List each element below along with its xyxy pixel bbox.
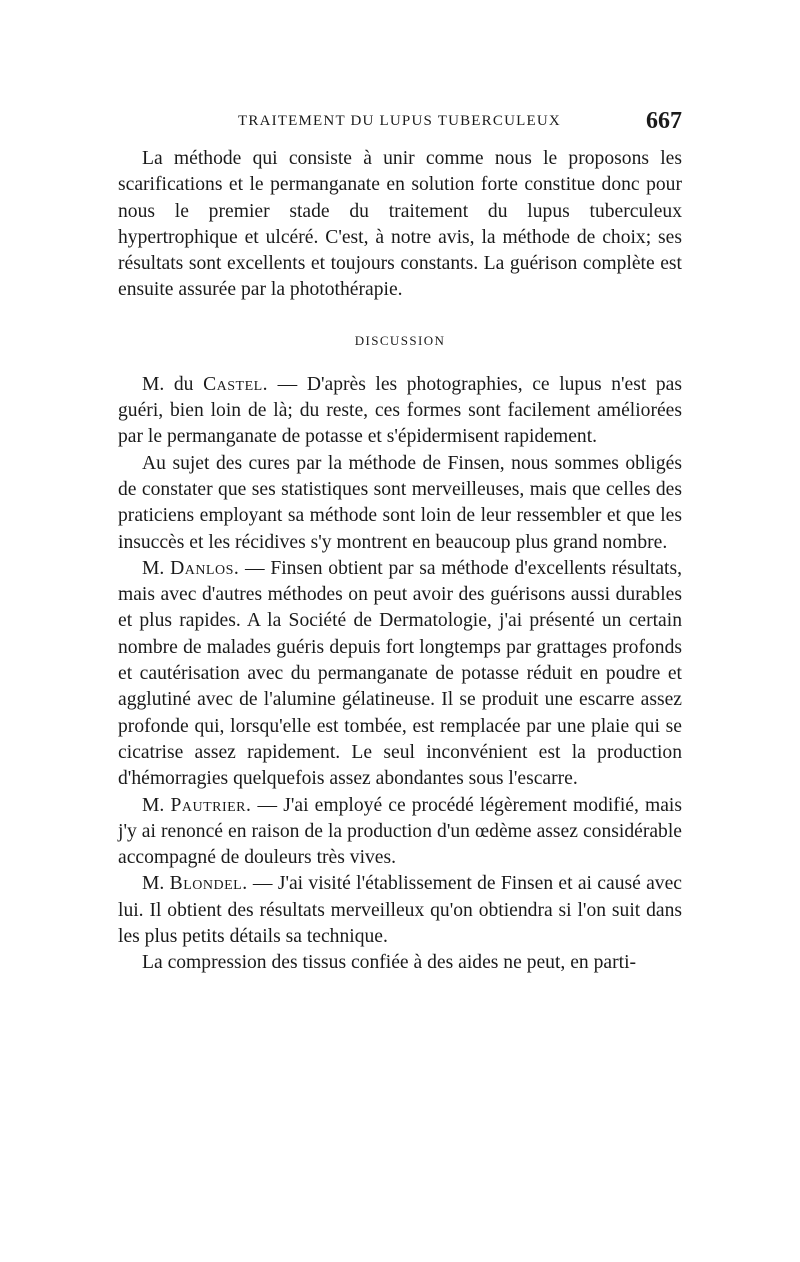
speaker-name: Danlos. [170,557,240,579]
paragraph-danlos [118,556,682,793]
speech-text: — J'ai visité l'établissement de Finsen et ai causé avec lui. Il obtient des résultats merveilleux qu'on obtiendra si l'on suit dans les plus petits détails sa technique. [118,873,683,948]
speech-text: — D'après les photographies, ce lupus n'est pas guéri, bien loin de là; du reste, ces formes sont facilement améliorées par le permanganate de potasse et s'épidermisent rapidement. [118,373,682,448]
speaker-name: Castel. [203,373,269,395]
paragraph-compression: La compression des tissus confiée à des aides ne peut, en parti- [142,952,637,974]
speaker-name: Pautrier. [170,794,252,816]
speaker-prefix: M. [142,873,165,895]
running-title: TRAITEMENT DU LUPUS TUBERCULEUX [238,113,561,129]
paragraph-pautrier [118,793,682,872]
speaker-prefix: M. [142,794,165,816]
page-number: 667 [646,108,682,134]
speech-text: — Finsen obtient par sa méthode d'excellents résultats, mais avec d'autres méthodes on peut avoir des guérisons aussi durables et plus rapides. A la Société de Dermatologie, j'ai présenté un certain nombre de malades guéris depuis fort longtemps par grattages profonds et cautérisation avec du permanganate de potasse réduit en poudre et agglutiné avec de l'alumine gélatineuse. Il se produit une escarre assez profonde qui, lorsqu'elle est tombée, est remplacée par une plaie qui se cicatrise assez rapidement. Le seul inconvénient est la production d'hémorragies quelquefois assez abondantes sous l'escarre. [118,557,683,790]
speaker-name: Blondel. [169,873,248,895]
paragraph-du-castel [118,372,682,451]
page-body [118,146,682,977]
paragraph-method: La méthode qui consiste à unir comme nous le proposons les scarifications et le permanganate en solution forte constitue donc pour nous le premier stade du traitement du lupus tuberculeux hypertrophique et ulcéré. C'est, à notre avis, la méthode de choix; ses résultats sont excellents et toujours constants. La guérison complète est ensuite assurée par la photothérapie. [118,148,682,301]
speaker-prefix: M. du [142,373,194,395]
paragraph-finsen-cures: Au sujet des cures par la méthode de Finsen, nous sommes obligés de constater que ses statistiques sont merveilleuses, mais que celles des praticiens employant sa méthode sont loin de leur ressembler et que les insuccès et les récidives s'y montrent en beaucoup plus grand nombre. [118,452,682,553]
page-header [142,106,682,136]
speech-text: — J'ai employé ce procédé légèrement modifié, mais j'y ai renoncé en raison de la production d'un œdème assez considérable accompagné de douleurs très vives. [118,794,682,869]
paragraph-blondel [118,871,682,950]
speaker-prefix: M. [142,557,165,579]
discussion-heading: DISCUSSION [354,332,446,348]
